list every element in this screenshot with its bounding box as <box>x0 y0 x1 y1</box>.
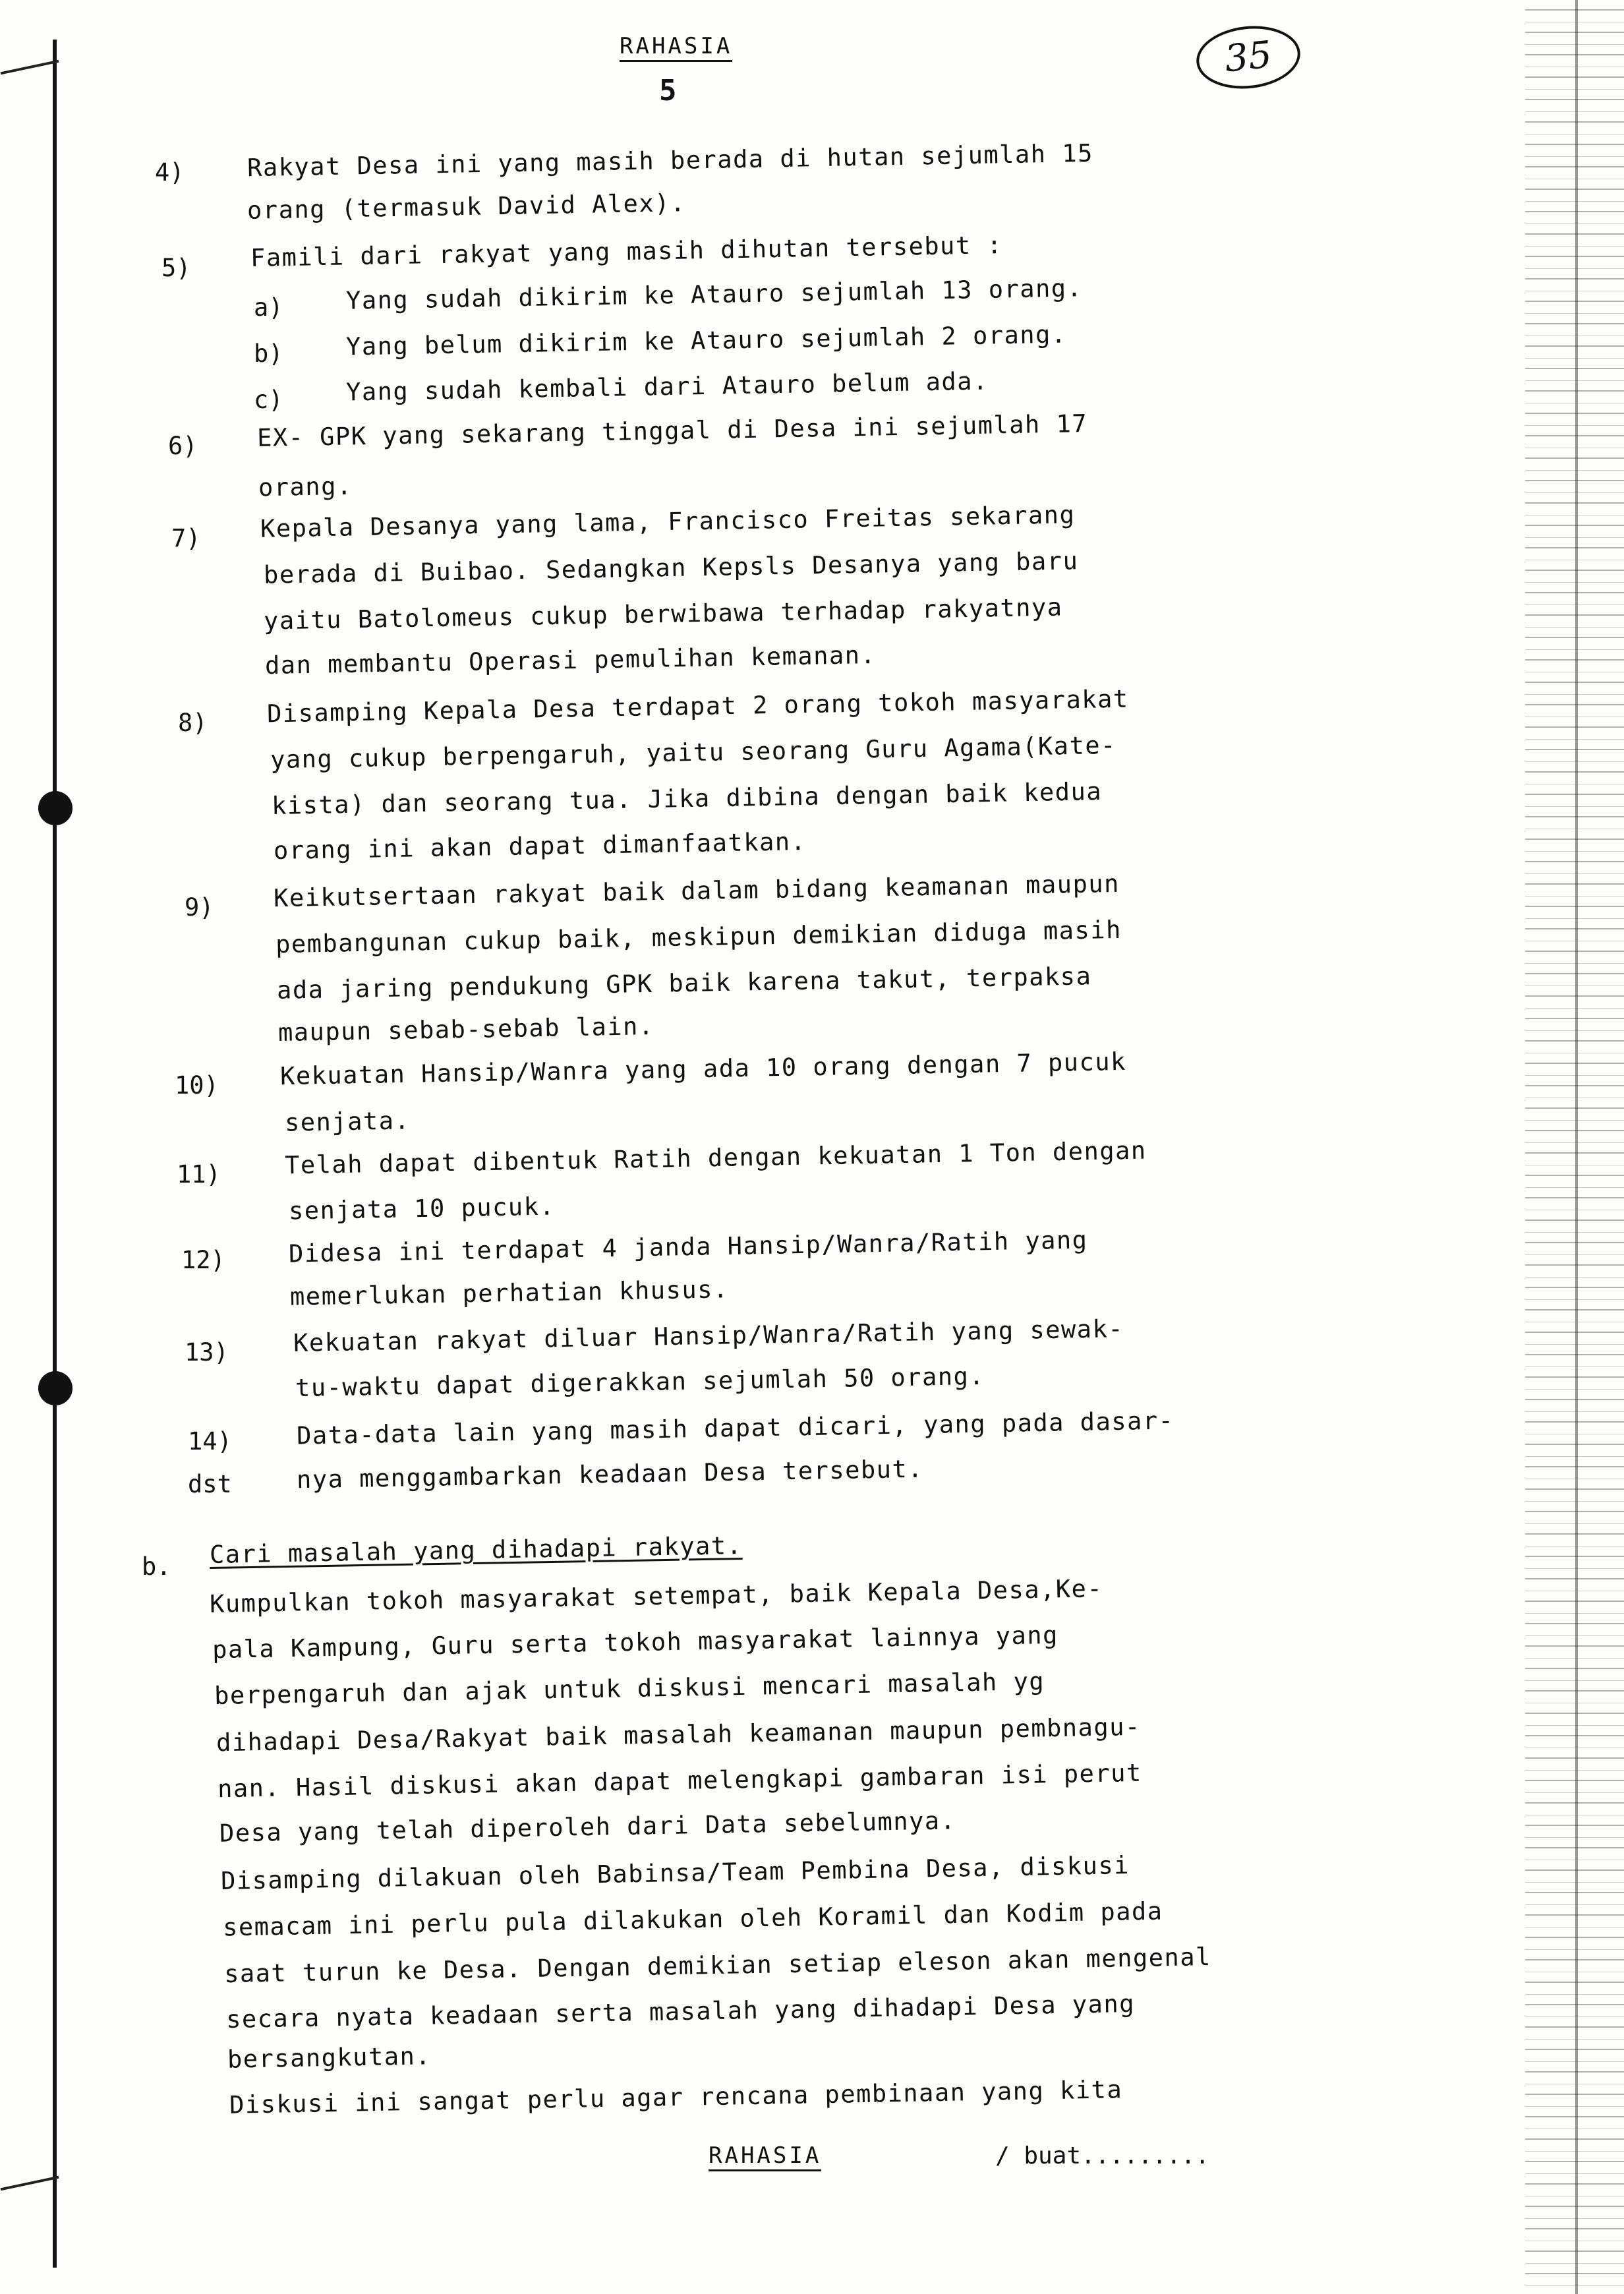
item-line: Telah dapat dibentuk Ratih dengan kekuatan 1 Ton dengan <box>284 1136 1147 1180</box>
section-b-line: Desa yang telah diperoleh dari Data sebelumnya. <box>219 1806 956 1848</box>
binding-mark <box>1 60 59 75</box>
item-number: 13) <box>185 1338 229 1367</box>
item-line: Didesa ini terdapat 4 janda Hansip/Wanra/Ratih yang <box>288 1225 1088 1268</box>
item-number: 8) <box>178 709 208 737</box>
item-line: berada di Buibao. Sedangkan Kepsls Desanya yang baru <box>263 546 1079 589</box>
subitem-text: Yang sudah kembali dari Atauro belum ada. <box>345 367 989 407</box>
item-number: 9) <box>185 893 214 922</box>
section-b-line: bersangkutan. <box>227 2042 432 2074</box>
item-line: ada jaring pendukung GPK baik karena takut, terpaksa <box>276 962 1092 1005</box>
item-line: senjata. <box>284 1106 411 1137</box>
item-line: orang. <box>258 471 353 502</box>
item-number: 6) <box>168 432 198 460</box>
item-line: orang (termasuk David Alex). <box>246 189 687 225</box>
section-b-line: dihadapi Desa/Rakyat baik masalah keamanan maupun pembnagu- <box>216 1712 1142 1757</box>
item-line: yang cukup berpengaruh, yaitu seorang Guru Agama(Kate- <box>270 730 1117 775</box>
page-number: 5 <box>659 74 677 107</box>
item-line: Disamping Kepala Desa terdapat 2 orang tokoh masyarakat <box>266 684 1129 728</box>
item-line: Famili dari rakyat yang masih dihutan tersebut : <box>250 231 1003 272</box>
item-number: 5) <box>161 254 191 282</box>
item-number: 4) <box>155 158 185 187</box>
dst-label: dst <box>188 1470 232 1498</box>
item-line: Kepala Desanya yang lama, Francisco Freitas sekarang <box>260 500 1076 543</box>
item-line: yaitu Batolomeus cukup berwibawa terhadap rakyatnya <box>263 593 1063 635</box>
item-line: senjata 10 pucuk. <box>288 1192 556 1225</box>
subitem-label: a) <box>254 293 283 322</box>
binding-clip <box>38 1371 72 1405</box>
item-line: EX- GPK yang sekarang tinggal di Desa ini sejumlah 17 <box>256 409 1088 452</box>
section-b-line: pala Kampung, Guru serta tokoh masyarakat lainnya yang <box>212 1620 1059 1664</box>
archive-number-stamp: 35 <box>1194 21 1304 94</box>
header-classification: RAHASIA <box>620 33 733 59</box>
item-line: Keikutsertaan rakyat baik dalam bidang keamanan maupun <box>273 869 1120 913</box>
section-b-line: Kumpulkan tokoh masyarakat setempat, baik Kepala Desa,Ke- <box>209 1574 1103 1618</box>
binding-line <box>53 40 57 2268</box>
item-number: 7) <box>171 524 201 552</box>
item-line: nya menggambarkan keadaan Desa tersebut. <box>296 1454 924 1494</box>
section-b-line: nan. Hasil diskusi akan dapat melengkapi gambaran isi perut <box>217 1758 1143 1804</box>
item-line: memerlukan perhatian khusus. <box>289 1275 730 1311</box>
footer-classification: RAHASIA <box>709 2142 822 2169</box>
item-line: kista) dan seorang tua. Jika dibina dengan baik kedua <box>271 777 1103 820</box>
item-number: 11) <box>177 1160 221 1189</box>
section-b-line: secara nyata keadaan serta masalah yang dihadapi Desa yang <box>225 1989 1136 2034</box>
subitem-text: Yang belum dikirim ke Atauro sejumlah 2 orang. <box>345 320 1067 361</box>
scan-edge-line <box>1575 0 1578 2294</box>
item-line: Rakyat Desa ini yang masih berada di hutan sejumlah 15 <box>246 138 1094 183</box>
section-b-heading: Cari masalah yang dihadapi rakyat. <box>209 1531 743 1570</box>
section-b-label: b. <box>142 1552 171 1581</box>
item-line: pembangunan cukup baik, meskipun demikian diduga masih <box>275 915 1122 959</box>
subitem-label: b) <box>254 339 283 368</box>
item-line: maupun sebab-sebab lain. <box>277 1012 654 1047</box>
subitem-label: c) <box>254 386 283 414</box>
item-number: 14) <box>188 1427 232 1456</box>
item-line: Data-data lain yang masih dapat dicari, yang pada dasar- <box>296 1406 1174 1450</box>
binding-clip <box>38 791 72 825</box>
item-number: 12) <box>181 1246 225 1274</box>
section-b-line: berpengaruh dan ajak untuk diskusi mencari masalah yg <box>214 1667 1045 1710</box>
footer-continuation: / buat......... <box>995 2142 1210 2169</box>
section-b-line: saat turun ke Desa. Dengan demikian setiap eleson akan mengenal <box>223 1942 1212 1989</box>
section-b-line: Diskusi ini sangat perlu agar rencana pembinaan yang kita <box>229 2075 1123 2119</box>
scan-edge-noise <box>1525 0 1624 2294</box>
item-line: Kekuatan rakyat diluar Hansip/Wanra/Ratih yang sewak- <box>293 1314 1124 1357</box>
item-line: orang ini akan dapat dimanfaatkan. <box>273 827 807 866</box>
section-b-line: semacam ini perlu pula dilakukan oleh Koramil dan Kodim pada <box>222 1897 1163 1942</box>
item-line: dan membantu Operasi pemulihan kemanan. <box>264 640 877 680</box>
item-line: Kekuatan Hansip/Wanra yang ada 10 orang dengan 7 pucuk <box>279 1047 1127 1091</box>
binding-mark <box>1 2176 59 2191</box>
item-number: 10) <box>175 1071 219 1100</box>
section-b-line: Disamping dilakuan oleh Babinsa/Team Pembina Desa, diskusi <box>220 1850 1130 1896</box>
item-line: tu-waktu dapat digerakkan sejumlah 50 orang. <box>295 1361 985 1403</box>
subitem-text: Yang sudah dikirim ke Atauro sejumlah 13 orang. <box>345 274 1083 315</box>
